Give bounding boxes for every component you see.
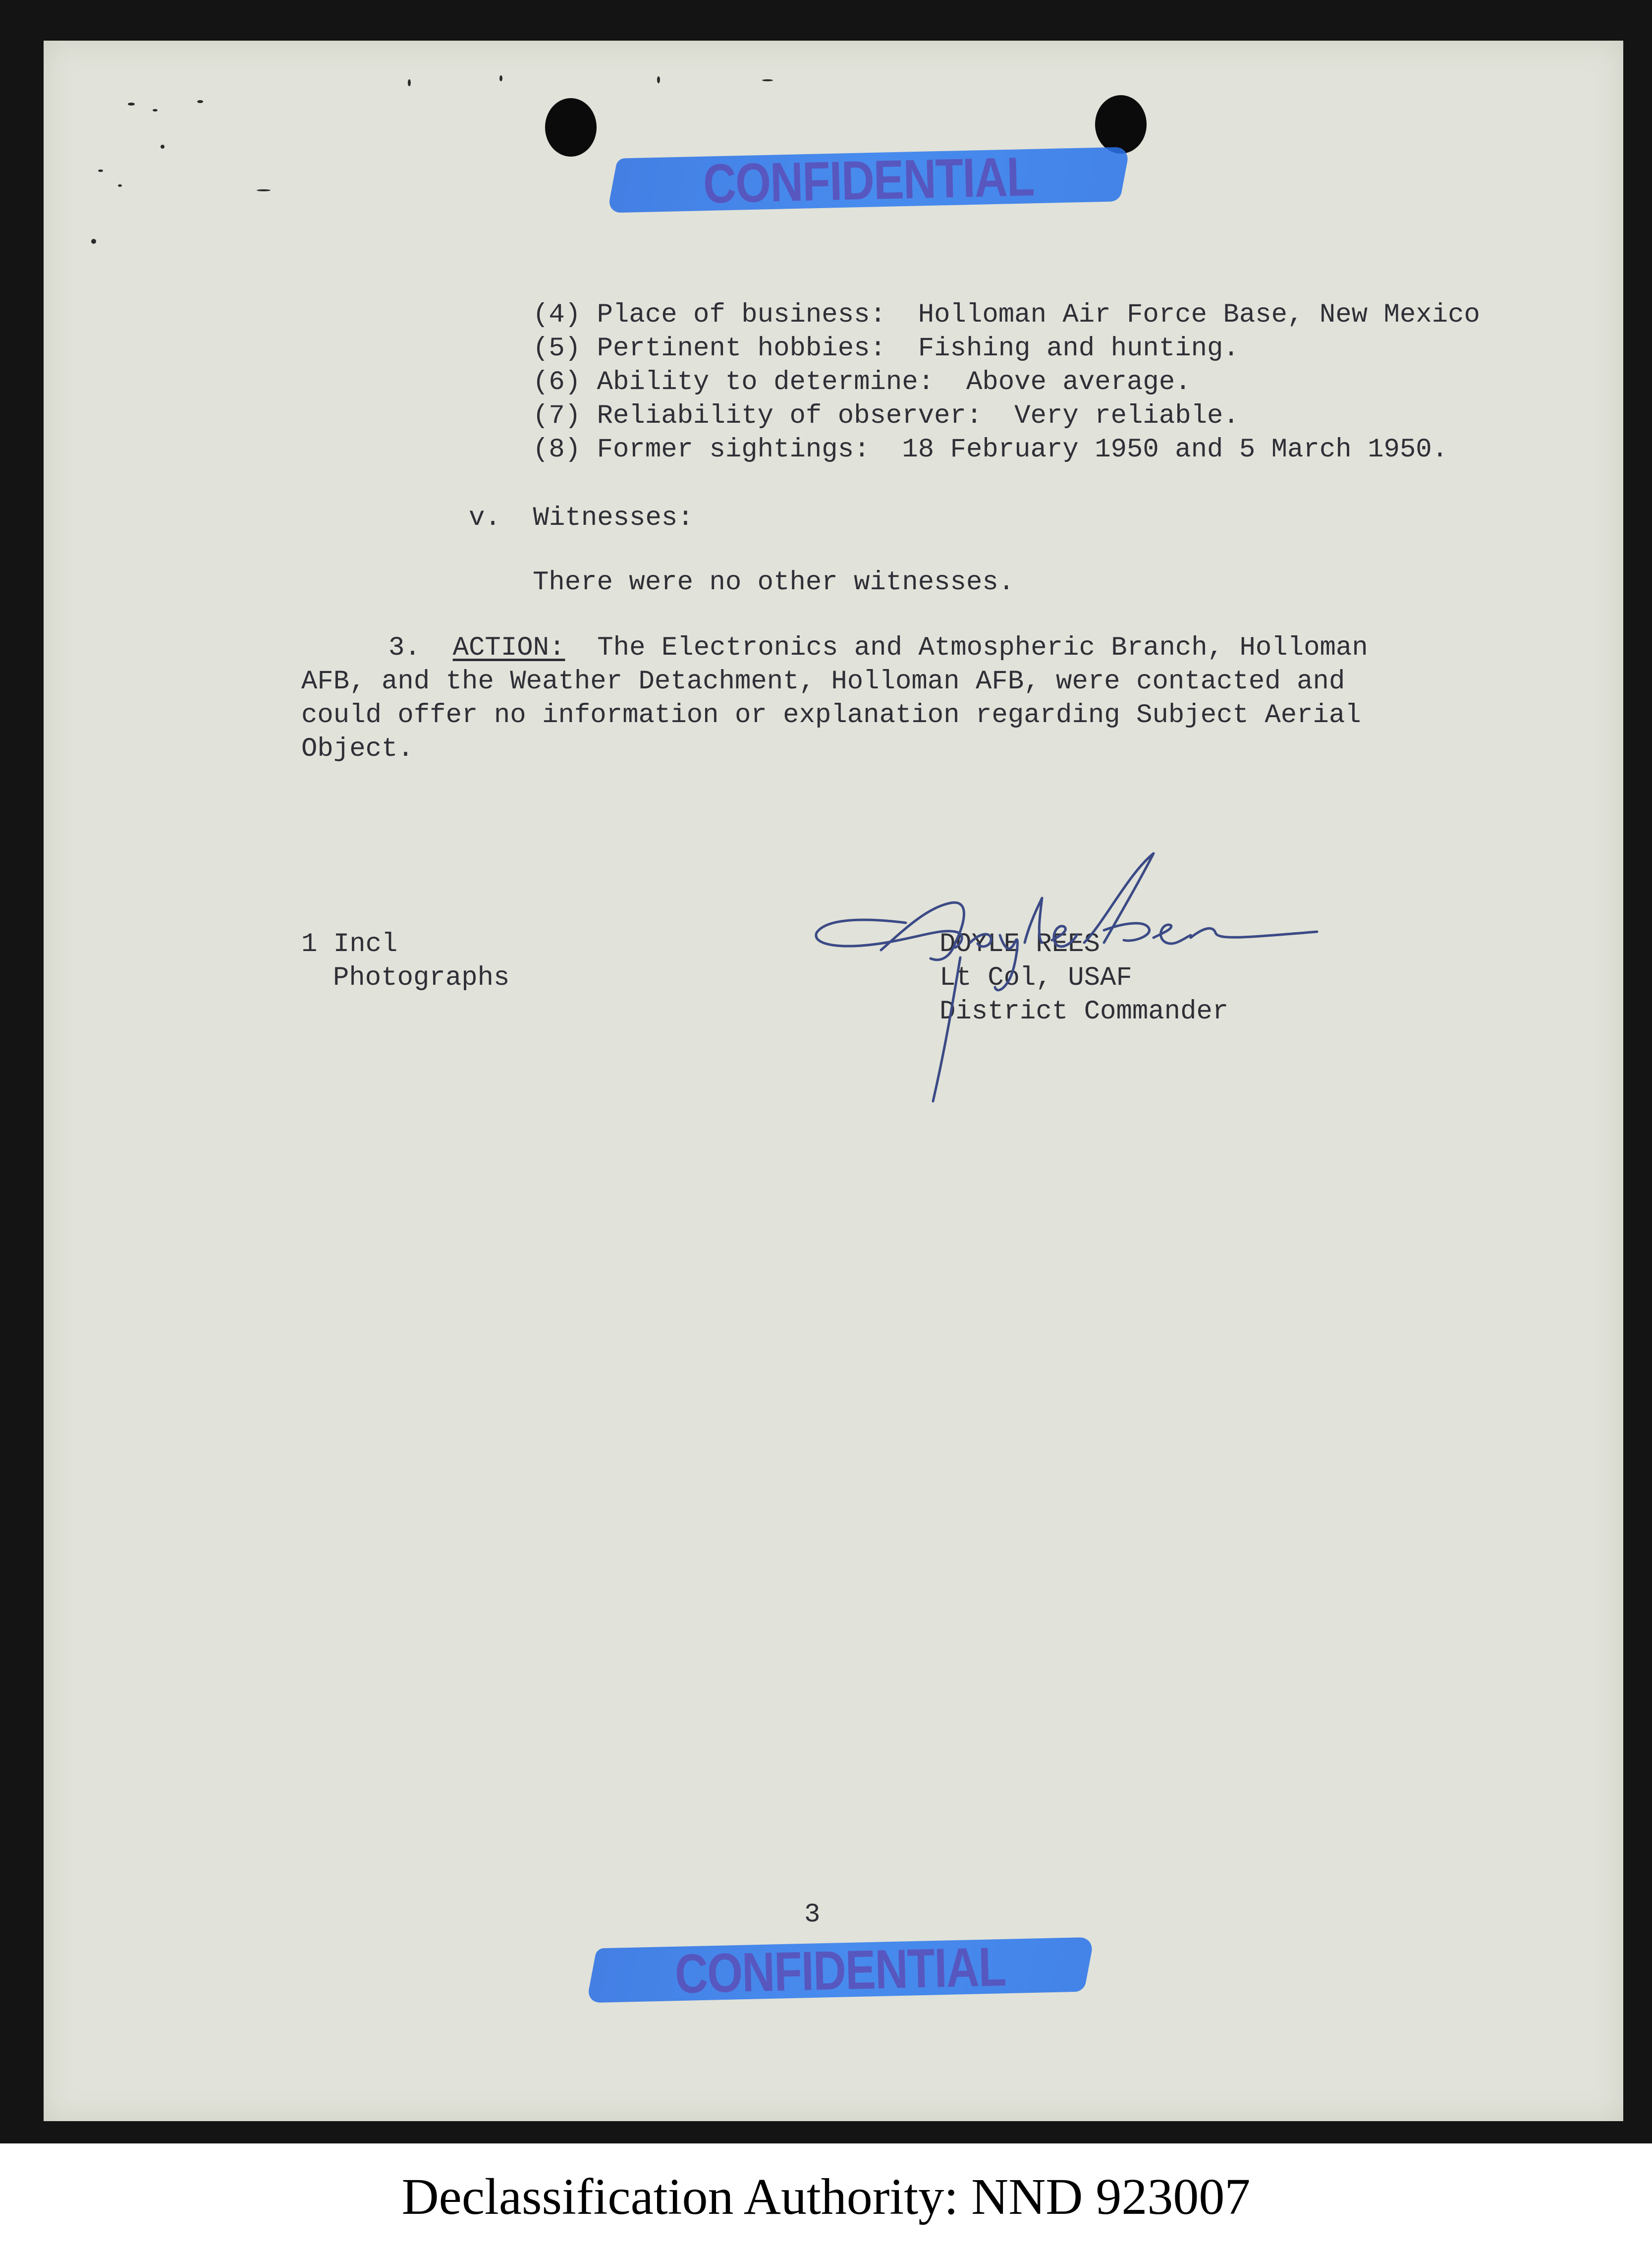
- ink-speck: [91, 239, 96, 244]
- signer-rank: Lt Col, USAF: [939, 963, 1132, 993]
- detail-value: Very reliable.: [1014, 401, 1239, 431]
- witnesses-text: There were no other witnesses.: [533, 567, 1015, 598]
- document-page: [44, 41, 1623, 2121]
- page-number: 3: [804, 1900, 821, 1930]
- stamp-text: CONFIDENTIAL: [703, 145, 1035, 215]
- detail-number: (7): [533, 401, 581, 431]
- signer-name: DOYLE REES: [939, 929, 1101, 959]
- detail-label: Place of business:: [597, 300, 886, 330]
- detail-line-8: [533, 433, 1448, 467]
- detail-line-5: [533, 332, 1239, 366]
- action-line-3: could offer no information or explanation regarding Subject Aerial: [301, 700, 1361, 731]
- action-line-4: Object.: [301, 734, 414, 764]
- detail-number: (8): [533, 435, 581, 465]
- detail-label: Former sightings:: [597, 435, 870, 465]
- ink-speck: [98, 169, 103, 172]
- action-line-2: AFB, and the Weather Detachment, Holloman AFB, were contacted and: [301, 667, 1345, 697]
- ink-speck: [499, 75, 502, 81]
- ink-speck: [161, 145, 165, 149]
- detail-label: Reliability of observer:: [597, 401, 983, 431]
- confidential-stamp-top: [607, 147, 1130, 213]
- enclosure-item: Photographs: [333, 963, 510, 993]
- enclosure-count: 1 Incl: [301, 929, 398, 959]
- detail-line-7: [533, 399, 1239, 433]
- paragraph-number: 3.: [388, 633, 421, 663]
- witnesses-heading: Witnesses:: [533, 503, 694, 533]
- detail-line-4: [533, 298, 1480, 332]
- detail-label: Pertinent hobbies:: [597, 334, 886, 364]
- ink-speck: [257, 189, 271, 191]
- ink-speck: [762, 79, 773, 81]
- detail-value: Fishing and hunting.: [918, 334, 1239, 364]
- witnesses-heading-line: [469, 502, 694, 535]
- ink-speck: [153, 109, 158, 112]
- detail-value: Above average.: [966, 367, 1191, 397]
- stamp-text: CONFIDENTIAL: [674, 1935, 1006, 2005]
- detail-number: (4): [533, 300, 581, 330]
- ink-speck: [657, 76, 660, 83]
- handwritten-signature: [807, 844, 1362, 1121]
- ink-speck: [128, 103, 135, 106]
- action-text: The Electronics and Atmospheric Branch, Holloman: [597, 633, 1368, 663]
- signer-title: District Commander: [939, 997, 1229, 1027]
- declassification-footer: Declassification Authority: NND 923007: [401, 2168, 1251, 2225]
- action-heading: ACTION:: [452, 633, 565, 663]
- detail-number: (5): [533, 334, 581, 364]
- ink-speck: [197, 100, 203, 103]
- section-marker: v.: [469, 503, 501, 533]
- detail-value: Holloman Air Force Base, New Mexico: [918, 300, 1480, 330]
- ink-speck: [408, 79, 411, 86]
- detail-value: 18 February 1950 and 5 March 1950.: [902, 435, 1448, 465]
- confidential-stamp-bottom: [586, 1937, 1094, 2003]
- action-line-1: [388, 631, 1368, 665]
- detail-line-6: [533, 366, 1191, 399]
- punch-hole-left: [545, 98, 597, 157]
- ink-speck: [118, 184, 122, 187]
- detail-label: Ability to determine:: [597, 367, 935, 397]
- detail-number: (6): [533, 367, 581, 397]
- punch-hole-right: [1095, 95, 1147, 154]
